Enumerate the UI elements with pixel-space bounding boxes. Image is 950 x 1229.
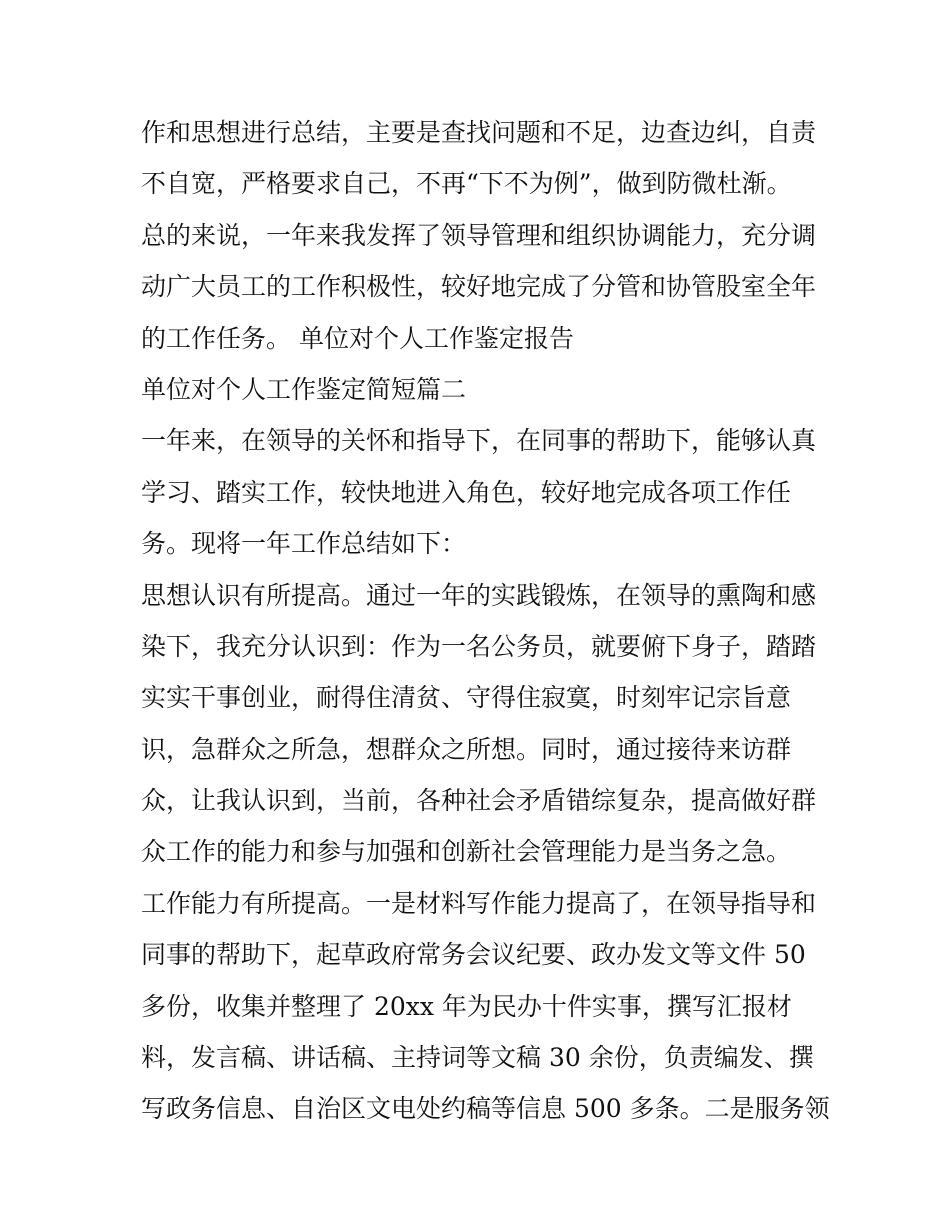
text-line: 作和思想进行总结，主要是查找问题和不足，边查边纠，自责 [141, 118, 817, 147]
text-line: 写政务信息、自治区文电处约稿等信息 500 多条。二是服务领 [141, 1094, 830, 1124]
text-line: 同事的帮助下，起草政府常务会议纪要、政办发文等文件 50 [141, 940, 806, 970]
text-line: 一年来，在领导的关怀和指导下，在同事的帮助下，能够认真 [141, 426, 817, 456]
text-line: 实实干事创业，耐得住清贫、守得住寂寞，时刻牢记宗旨意 [141, 683, 792, 713]
text-line: 的工作任务。 单位对个人工作鉴定报告 [141, 323, 574, 353]
text-line: 众，让我认识到，当前，各种社会矛盾错综复杂，提高做好群 [141, 786, 817, 816]
text-line: 动广大员工的工作积极性，较好地完成了分管和协管股室全年 [141, 272, 817, 302]
text-line: 务。现将一年工作总结如下： [141, 529, 467, 559]
text-line: 染下，我充分认识到：作为一名公务员，就要俯下身子，踏踏 [141, 631, 817, 661]
document-body [141, 107, 830, 1135]
text-line: 不自宽，严格要求自己，不再“下不为例”，做到防微杜渐。 [141, 169, 792, 199]
text-line: 思想认识有所提高。通过一年的实践锻炼，在领导的熏陶和感 [141, 580, 817, 610]
text-line: 学习、踏实工作，较快地进入角色，较好地完成各项工作任 [141, 477, 792, 507]
text-line: 料，发言稿、讲话稿、主持词等文稿 30 余份，负责编发、撰 [141, 1043, 814, 1073]
text-line: 工作能力有所提高。一是材料写作能力提高了，在领导指导和 [141, 888, 817, 918]
text-line: 识，急群众之所急，想群众之所想。同时，通过接待来访群 [141, 734, 792, 764]
section-heading: 单位对个人工作鉴定简短篇二 [141, 374, 467, 404]
text-line: 众工作的能力和参与加强和创新社会管理能力是当务之急。 [141, 837, 792, 867]
text-line: 多份，收集并整理了 20xx 年为民办十件实事，撰写汇报材 [141, 991, 792, 1021]
text-line: 总的来说，一年来我发挥了领导管理和组织协调能力，充分调 [141, 220, 817, 250]
